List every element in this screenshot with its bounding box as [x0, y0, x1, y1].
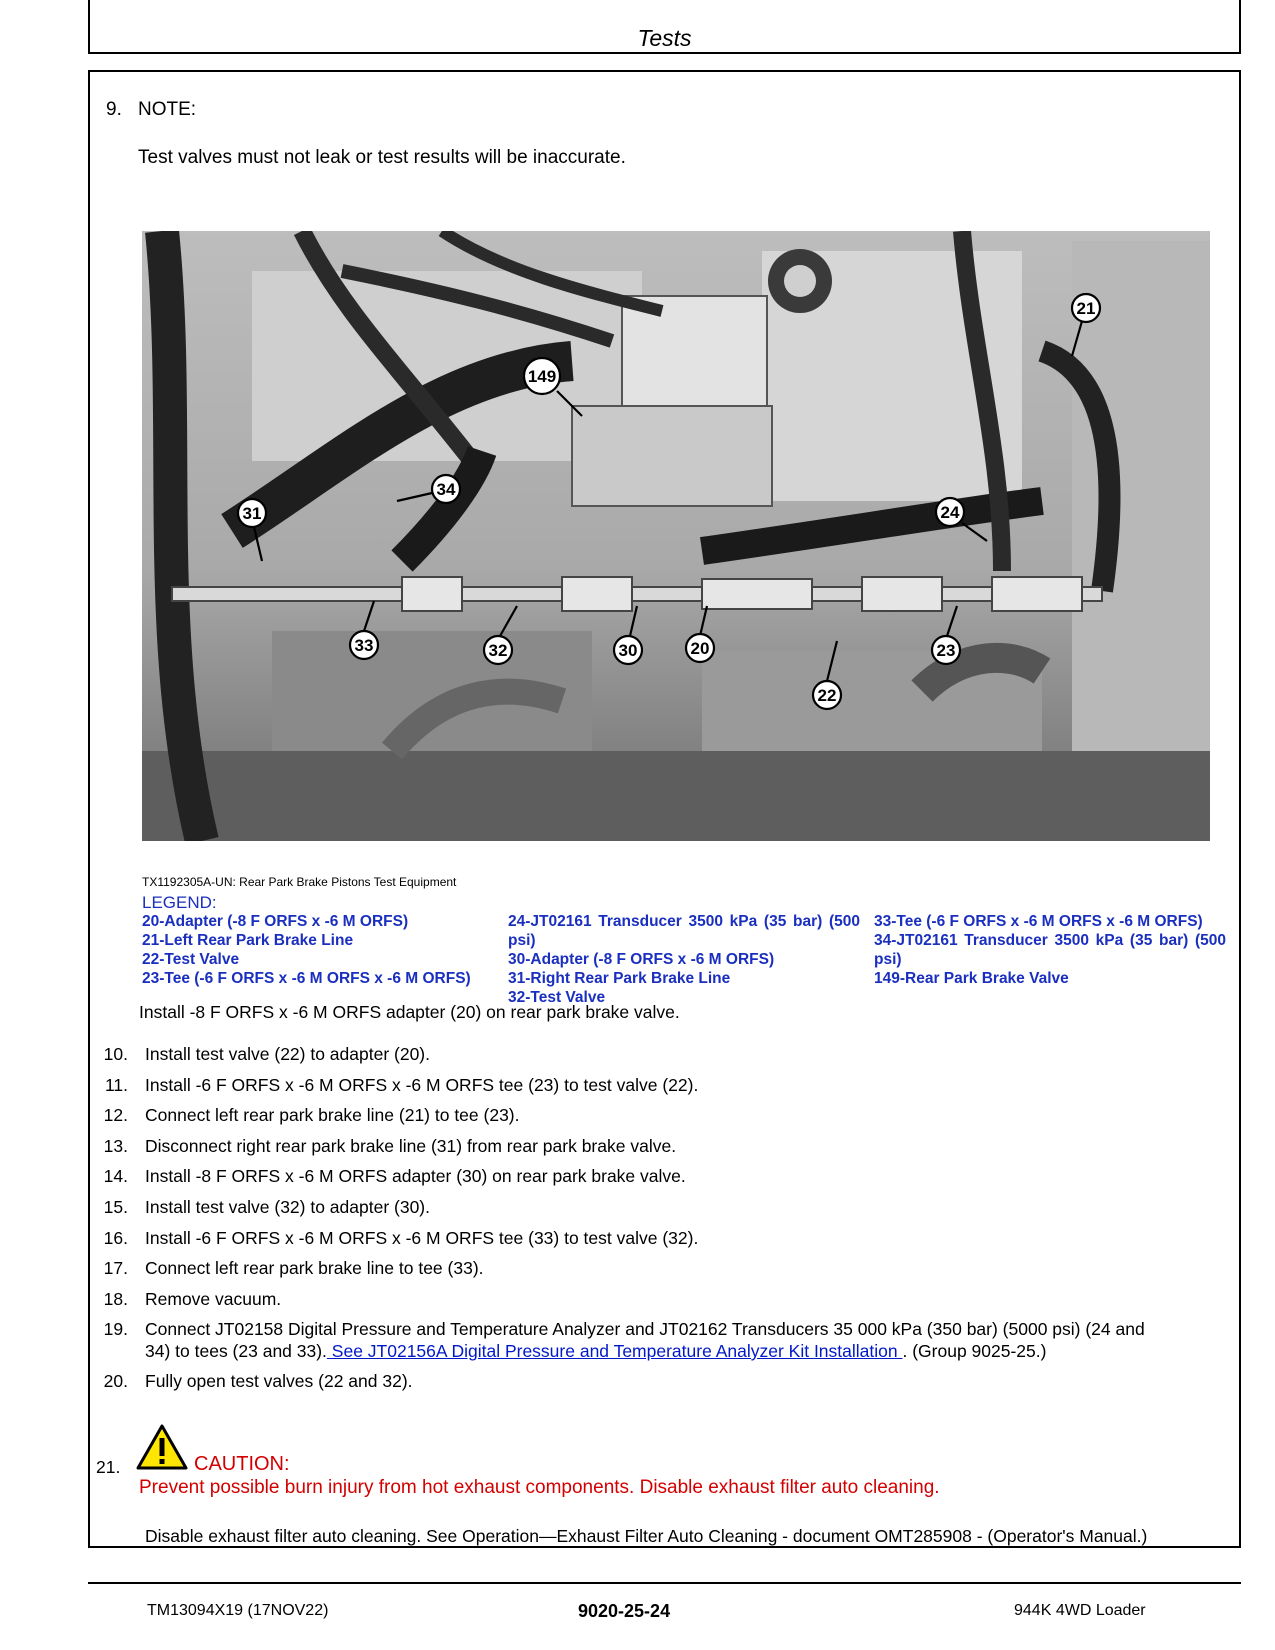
callout-22: 22	[817, 686, 837, 705]
step-9-action: Install -8 F ORFS x -6 M ORFS adapter (20) on rear park brake valve.	[139, 1002, 680, 1022]
step-19-text-part: Connect JT02158 Digital Pressure and Temperature Analyzer and JT02162 Transducers 35 000 kPa (350 bar) (5000 psi) (24 and	[145, 1319, 1145, 1339]
legend-column-3	[874, 912, 1226, 988]
callout-31: 31	[242, 504, 262, 523]
step-21-number: 21.	[96, 1457, 121, 1477]
callout-23: 23	[936, 641, 956, 660]
legend-item: 149-Rear Park Brake Valve	[874, 970, 1069, 987]
footer-doc-id: TM13094X19 (17NOV22)	[147, 1602, 329, 1619]
legend-item: 33-Tee (-6 F ORFS x -6 M ORFS x -6 M ORFS)	[874, 913, 1203, 930]
legend-item: 30-Adapter (-8 F ORFS x -6 M ORFS)	[508, 951, 775, 968]
step-19-text-part: 34) to tees (23 and 33).	[145, 1341, 327, 1361]
caution-text: Prevent possible burn injury from hot exhaust components. Disable exhaust filter auto cleaning.	[139, 1477, 940, 1498]
step-19-text	[145, 1318, 1235, 1362]
footer-rule	[88, 1582, 1241, 1584]
step-19-text-part: . (Group 9025-25.)	[902, 1341, 1047, 1361]
step-text: Connect left rear park brake line to tee (33).	[145, 1258, 484, 1278]
legend-item: 21-Left Rear Park Brake Line	[142, 932, 354, 949]
header-box	[88, 0, 1241, 54]
legend-column-2	[508, 912, 860, 1007]
callout-149: 149	[527, 367, 557, 386]
step-text: Install -8 F ORFS x -6 M ORFS adapter (30) on rear park brake valve.	[145, 1166, 686, 1186]
legend-title: LEGEND:	[142, 893, 217, 912]
warning-triangle-icon	[136, 1423, 188, 1471]
step-text: Disconnect right rear park brake line (31) from rear park brake valve.	[145, 1136, 677, 1156]
photo-illustration	[142, 231, 1210, 841]
figure-caption: TX1192305A-UN: Rear Park Brake Pistons Test Equipment	[142, 875, 457, 889]
legend-item: 31-Right Rear Park Brake Line	[508, 970, 731, 987]
legend-item: 23-Tee (-6 F ORFS x -6 M ORFS x -6 M ORFS)	[142, 970, 471, 987]
see-jt02156a-link[interactable]: See JT02156A Digital Pressure and Temperature Analyzer Kit Installation	[326, 1341, 903, 1361]
step-number: 15.	[103, 1197, 128, 1217]
step-number: 14.	[103, 1166, 128, 1186]
step-number: 17.	[103, 1258, 128, 1278]
legend-item: 32-Test Valve	[508, 989, 606, 1006]
callout-20: 20	[690, 639, 710, 658]
step-number: 19.	[103, 1319, 128, 1339]
callout-32: 32	[488, 641, 508, 660]
legend-item: 24-JT02161 Transducer 3500 kPa (35 bar) (500 psi)	[508, 913, 860, 949]
step-9-note-label: NOTE:	[138, 99, 197, 120]
footer-page-number: 9020-25-24	[578, 1601, 671, 1621]
legend-column-1	[142, 912, 492, 988]
step-text: Fully open test valves (22 and 32).	[145, 1371, 413, 1391]
step-number: 18.	[103, 1289, 128, 1309]
step-number: 11.	[104, 1075, 128, 1095]
equipment-photo	[142, 231, 1210, 841]
callout-21: 21	[1076, 299, 1096, 318]
step-text: Install test valve (22) to adapter (20).	[145, 1044, 430, 1064]
step-text: Install test valve (32) to adapter (30).	[145, 1197, 430, 1217]
step-number: 13.	[103, 1136, 128, 1156]
step-9-note-text: Test valves must not leak or test results will be inaccurate.	[138, 147, 626, 168]
page-section-title: Tests	[637, 25, 692, 51]
step-number: 20.	[103, 1371, 128, 1391]
step-number: 16.	[103, 1228, 128, 1248]
step-text: Install -6 F ORFS x -6 M ORFS x -6 M ORFS tee (33) to test valve (32).	[145, 1228, 699, 1248]
callout-30: 30	[618, 641, 638, 660]
step-text: Connect left rear park brake line (21) to tee (23).	[145, 1105, 520, 1125]
step-number: 12.	[103, 1105, 128, 1125]
step-21-instruction: Disable exhaust filter auto cleaning. See Operation—Exhaust Filter Auto Cleaning - document OMT285908 - (Operator's Manual.)	[145, 1526, 1148, 1546]
callout-34: 34	[436, 480, 456, 499]
legend-item: 34-JT02161 Transducer 3500 kPa (35 bar) (500 psi)	[874, 932, 1226, 968]
footer-model: 944K 4WD Loader	[1014, 1602, 1146, 1619]
callout-33: 33	[354, 636, 374, 655]
caution-title: CAUTION:	[194, 1453, 290, 1475]
callout-24: 24	[940, 503, 960, 522]
step-9-number: 9.	[106, 99, 122, 120]
step-number: 10.	[103, 1044, 128, 1064]
step-text: Install -6 F ORFS x -6 M ORFS x -6 M ORFS tee (23) to test valve (22).	[145, 1075, 699, 1095]
step-text: Remove vacuum.	[145, 1289, 282, 1309]
legend-item: 22-Test Valve	[142, 951, 240, 968]
legend-item: 20-Adapter (-8 F ORFS x -6 M ORFS)	[142, 913, 409, 930]
